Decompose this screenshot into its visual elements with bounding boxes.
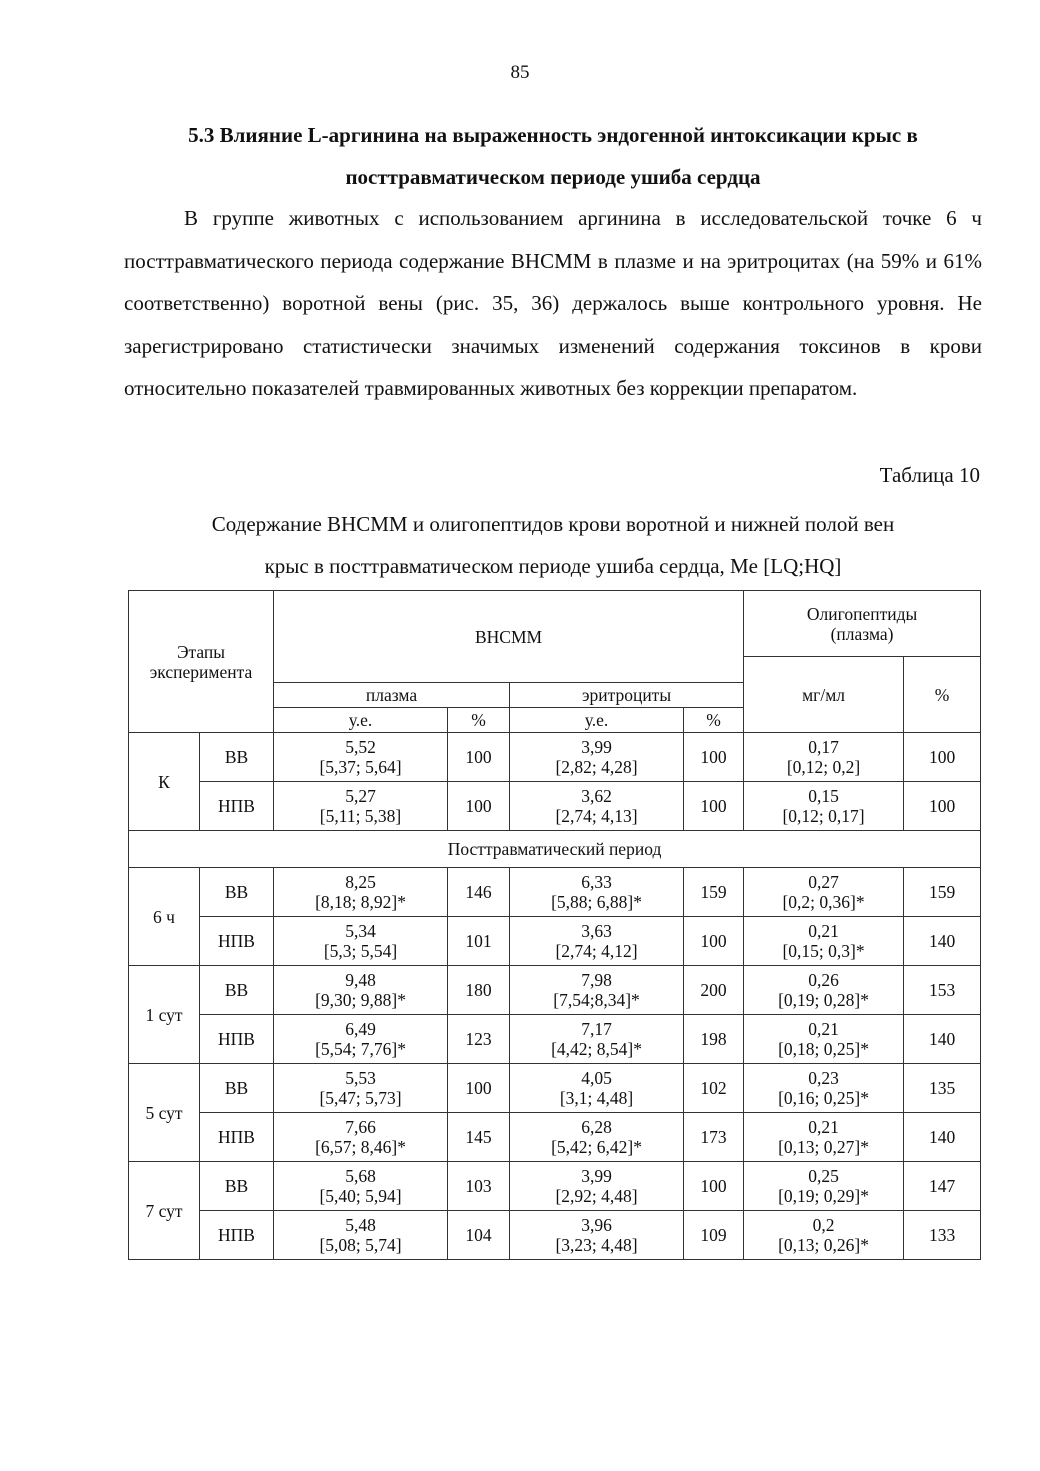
plasma-ue-cell-value: 5,34 [345,921,376,941]
table-caption [124,503,982,587]
eryth-ue-cell [510,1015,684,1064]
plasma-ue-cell [274,782,448,831]
plasma-ue-cell-value: 7,66 [345,1117,376,1137]
vessel-cell: ВВ [200,1064,274,1113]
plasma-ue-cell-range: [5,40; 5,94] [319,1186,402,1206]
vessel-cell: НПВ [200,917,274,966]
oligo-mgml-cell [744,782,904,831]
vessel-cell: НПВ [200,1113,274,1162]
plasma-pct-cell: 100 [448,1064,510,1113]
header-erythrocytes: эритроциты [510,683,744,708]
period-label: Посттравматический период [129,831,981,868]
oligo-mgml-cell-value: 0,26 [808,970,839,990]
header-eryth-ue: у.е. [510,708,684,733]
eryth-pct-cell: 100 [684,1162,744,1211]
eryth-ue-cell-range: [4,42; 8,54]* [551,1039,642,1059]
plasma-ue-cell [274,1015,448,1064]
plasma-ue-cell [274,733,448,782]
eryth-pct-cell: 102 [684,1064,744,1113]
plasma-pct-cell: 100 [448,782,510,831]
oligo-mgml-cell-range: [0,15; 0,3]* [782,941,865,961]
oligo-mgml-cell-value: 0,17 [808,737,839,757]
header-stages: Этапы эксперимента [129,591,274,733]
eryth-pct-cell: 100 [684,917,744,966]
header-eryth-pct: % [684,708,744,733]
plasma-ue-cell-value: 5,48 [345,1215,376,1235]
plasma-pct-cell: 103 [448,1162,510,1211]
vessel-cell: НПВ [200,1211,274,1260]
eryth-pct-cell: 100 [684,782,744,831]
eryth-ue-cell [510,1211,684,1260]
oligo-pct-cell: 140 [904,917,981,966]
eryth-pct-cell: 173 [684,1113,744,1162]
table-row [129,1015,981,1064]
eryth-ue-cell-range: [2,74; 4,13] [555,806,638,826]
plasma-ue-cell-range: [8,18; 8,92]* [315,892,406,912]
header-plasma: плазма [274,683,510,708]
eryth-ue-cell-value: 4,05 [581,1068,612,1088]
plasma-ue-cell-value: 6,49 [345,1019,376,1039]
oligo-mgml-cell-value: 0,15 [808,786,839,806]
plasma-ue-cell-range: [5,11; 5,38] [319,806,402,826]
header-mgml: мг/мл [744,657,904,733]
stage-cell: 7 сут [129,1162,200,1260]
table-row [129,1064,981,1113]
oligo-mgml-cell-value: 0,2 [812,1215,835,1235]
header-vnsmm: ВНСММ [274,591,744,683]
plasma-ue-cell-value: 5,53 [345,1068,376,1088]
plasma-pct-cell: 145 [448,1113,510,1162]
eryth-pct-cell: 100 [684,733,744,782]
caption-line-2: крыс в посттравматическом периоде ушиба сердца, Me [LQ;HQ] [264,554,842,578]
oligo-mgml-cell-range: [0,13; 0,27]* [778,1137,870,1157]
oligo-mgml-cell [744,917,904,966]
plasma-pct-cell: 100 [448,733,510,782]
plasma-pct-cell: 104 [448,1211,510,1260]
plasma-ue-cell [274,868,448,917]
table-row [129,1162,981,1211]
oligo-mgml-cell-range: [0,19; 0,29]* [778,1186,870,1206]
plasma-ue-cell [274,966,448,1015]
oligo-pct-cell: 140 [904,1113,981,1162]
plasma-ue-cell-value: 5,27 [345,786,376,806]
table-label: Таблица 10 [879,463,980,487]
header-oligo-pct: % [904,657,981,733]
header-plasma-pct: % [448,708,510,733]
vessel-cell: ВВ [200,1162,274,1211]
caption-line-1: Содержание ВНСММ и олигопептидов крови воротной и нижней полой вен [211,512,895,536]
oligo-mgml-cell [744,1015,904,1064]
stage-cell: К [129,733,200,831]
eryth-ue-cell [510,917,684,966]
stage-cell: 1 сут [129,966,200,1064]
oligo-pct-cell: 100 [904,733,981,782]
oligo-pct-cell: 140 [904,1015,981,1064]
stage-cell: 5 сут [129,1064,200,1162]
eryth-ue-cell [510,1113,684,1162]
plasma-ue-cell-range: [9,30; 9,88]* [315,990,406,1010]
oligo-mgml-cell-value: 0,21 [808,1117,839,1137]
table-row [129,966,981,1015]
oligo-mgml-cell-range: [0,16; 0,25]* [778,1088,870,1108]
plasma-pct-cell: 123 [448,1015,510,1064]
table-row [129,917,981,966]
page-number: 85 [510,62,530,83]
oligo-mgml-cell-value: 0,25 [808,1166,839,1186]
table-row [129,868,981,917]
eryth-ue-cell-value: 3,62 [581,786,612,806]
eryth-ue-cell-range: [5,42; 6,42]* [551,1137,642,1157]
eryth-ue-cell [510,966,684,1015]
oligo-mgml-cell-range: [0,19; 0,28]* [778,990,870,1010]
eryth-ue-cell-value: 7,98 [581,970,612,990]
plasma-ue-cell-range: [5,37; 5,64] [319,757,402,777]
stage-cell: 6 ч [129,868,200,966]
plasma-ue-cell-range: [5,47; 5,73] [319,1088,402,1108]
plasma-ue-cell [274,1064,448,1113]
plasma-ue-cell-value: 9,48 [345,970,376,990]
oligo-pct-cell: 100 [904,782,981,831]
eryth-ue-cell-value: 3,63 [581,921,612,941]
oligo-mgml-cell-value: 0,21 [808,1019,839,1039]
oligo-mgml-cell [744,733,904,782]
oligo-mgml-cell-range: [0,12; 0,2] [786,757,861,777]
plasma-ue-cell [274,1162,448,1211]
plasma-ue-cell-range: [6,57; 8,46]* [315,1137,406,1157]
eryth-ue-cell-value: 6,33 [581,872,612,892]
oligo-mgml-cell-range: [0,2; 0,36]* [782,892,865,912]
header-plasma-ue: у.е. [274,708,448,733]
oligo-pct-cell: 135 [904,1064,981,1113]
eryth-pct-cell: 159 [684,868,744,917]
vessel-cell: НПВ [200,782,274,831]
vessel-cell: ВВ [200,868,274,917]
eryth-ue-cell [510,782,684,831]
plasma-ue-cell-value: 8,25 [345,872,376,892]
data-table [128,590,981,1260]
table-row [129,733,981,782]
oligo-mgml-cell-range: [0,18; 0,25]* [778,1039,870,1059]
eryth-ue-cell [510,868,684,917]
plasma-ue-cell [274,1113,448,1162]
eryth-ue-cell-range: [2,74; 4,12] [555,941,638,961]
oligo-mgml-cell [744,1211,904,1260]
oligo-mgml-cell-range: [0,12; 0,17] [782,806,865,826]
eryth-pct-cell: 200 [684,966,744,1015]
table-row [129,1211,981,1260]
plasma-ue-cell-value: 5,52 [345,737,376,757]
eryth-ue-cell-value: 7,17 [581,1019,612,1039]
eryth-ue-cell-value: 3,96 [581,1215,612,1235]
eryth-ue-cell-range: [5,88; 6,88]* [551,892,642,912]
plasma-pct-cell: 146 [448,868,510,917]
plasma-pct-cell: 101 [448,917,510,966]
eryth-pct-cell: 109 [684,1211,744,1260]
oligo-mgml-cell [744,966,904,1015]
eryth-pct-cell: 198 [684,1015,744,1064]
oligo-pct-cell: 153 [904,966,981,1015]
eryth-ue-cell-range: [3,1; 4,48] [559,1088,634,1108]
table-row [129,782,981,831]
eryth-ue-cell-range: [2,82; 4,28] [555,757,638,777]
oligo-pct-cell: 159 [904,868,981,917]
eryth-ue-cell-value: 6,28 [581,1117,612,1137]
plasma-ue-cell-range: [5,54; 7,76]* [315,1039,406,1059]
oligo-pct-cell: 133 [904,1211,981,1260]
eryth-ue-cell-value: 3,99 [581,1166,612,1186]
plasma-ue-cell-value: 5,68 [345,1166,376,1186]
plasma-ue-cell [274,917,448,966]
body-paragraph: В группе животных с использованием аргинина в исследовательской точке 6 ч посттравматического периода содержание ВНСММ в плазме и на эритроцитах (на 59% и 61% соответственно) воротной вены (рис. 35, 36) держалось выше контрольного уровня. Не зарегистрировано статистически значимых изменений содержания токсинов в крови относительно показателей травмированных животных без коррекции препаратом. [124,206,982,400]
plasma-ue-cell-range: [5,08; 5,74] [319,1235,402,1255]
table-row [129,1113,981,1162]
oligo-mgml-cell-value: 0,27 [808,872,839,892]
vessel-cell: ВВ [200,733,274,782]
eryth-ue-cell-range: [2,92; 4,48] [555,1186,638,1206]
oligo-mgml-cell-value: 0,21 [808,921,839,941]
eryth-ue-cell-range: [7,54;8,34]* [553,990,640,1010]
oligo-mgml-cell-value: 0,23 [808,1068,839,1088]
vessel-cell: НПВ [200,1015,274,1064]
oligo-pct-cell: 147 [904,1162,981,1211]
section-heading: 5.3 Влияние L-аргинина на выраженность эндогенной интоксикации крыс в посттравматическом периоде ушиба сердца [188,123,918,189]
oligo-mgml-cell [744,868,904,917]
table-body [129,591,981,1260]
oligo-mgml-cell [744,1162,904,1211]
plasma-ue-cell-range: [5,3; 5,54] [323,941,398,961]
header-oligopeptides: Олигопептиды (плазма) [744,591,981,657]
eryth-ue-cell [510,733,684,782]
plasma-ue-cell [274,1211,448,1260]
eryth-ue-cell-range: [3,23; 4,48] [555,1235,638,1255]
eryth-ue-cell-value: 3,99 [581,737,612,757]
vessel-cell: ВВ [200,966,274,1015]
plasma-pct-cell: 180 [448,966,510,1015]
oligo-mgml-cell-range: [0,13; 0,26]* [778,1235,870,1255]
oligo-mgml-cell [744,1064,904,1113]
oligo-mgml-cell [744,1113,904,1162]
eryth-ue-cell [510,1064,684,1113]
period-row [129,831,981,868]
eryth-ue-cell [510,1162,684,1211]
